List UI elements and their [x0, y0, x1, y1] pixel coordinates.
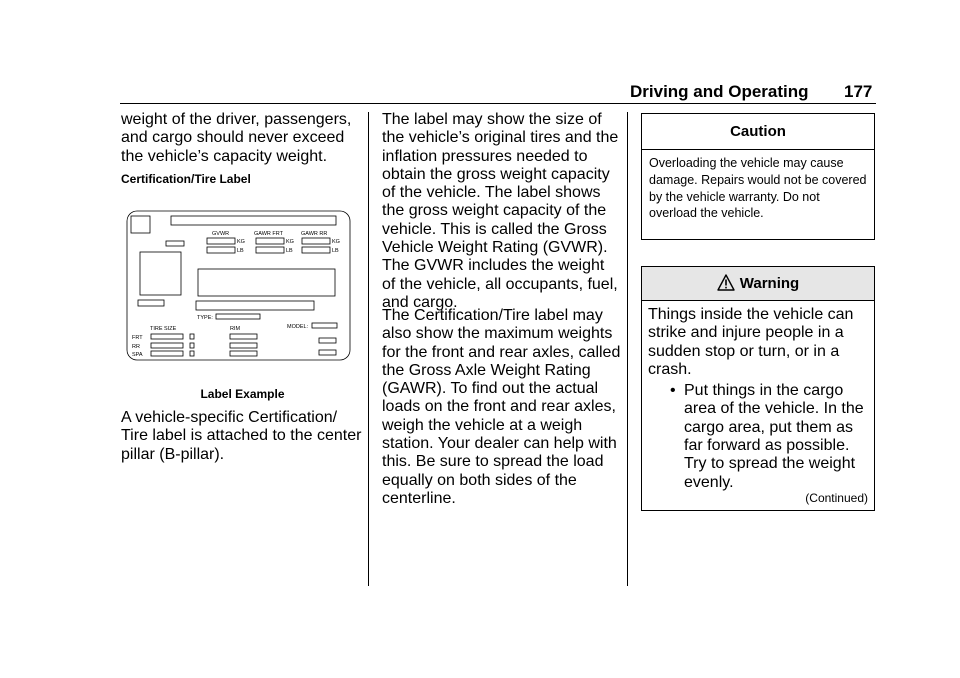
label-rr: RR [132, 344, 140, 350]
rim-rr-field [230, 343, 257, 348]
bullet-marker: • [670, 382, 676, 400]
right-field-2 [319, 350, 336, 355]
label-spa: SPA [132, 352, 143, 358]
small-box-left [166, 241, 184, 246]
caution-text: Overloading the vehicle may cause damage. Repairs would not be covered by the vehicle warranty. Do not overload the vehicle. [649, 156, 867, 221]
warning-triangle-icon [717, 274, 735, 291]
warning-bullet-item [642, 382, 874, 492]
column-divider-left [368, 112, 369, 586]
label-gawr-frt-lb: LB [286, 248, 293, 254]
label-gawr-frt: GAWR FRT [254, 231, 284, 237]
top-banner-box [171, 216, 336, 225]
caution-title: Caution [642, 114, 874, 150]
header-rule [120, 103, 876, 104]
certification-label-figure [126, 210, 352, 362]
column2-paragraph1: The label may show the size of the vehicle’s original tires and the inflation pressures needed to obtain the gross weight capacity of the vehicle. The label shows the gross weight capacity of the vehicle. This is called the Gross Vehicle Weight Rating (GVWR). The GVWR includes the weight of the vehicle, all occupants, fuel, and cargo. [382, 111, 619, 311]
rim-frt-field [230, 334, 257, 339]
seal-box [140, 252, 181, 295]
tire-frt-field [151, 334, 183, 339]
gawr-rr-lb-box [302, 247, 330, 253]
figure-caption: Label Example [200, 387, 285, 401]
continued-note: (Continued) [805, 491, 868, 505]
type-field [216, 314, 260, 319]
warning-header [642, 267, 874, 301]
model-field [312, 323, 337, 328]
tire-rr-field [151, 343, 183, 348]
label-gvwr: GVWR [212, 231, 230, 237]
warning-box [641, 266, 875, 511]
pressure-frt-box [190, 334, 194, 339]
label-tire-size: TIRE SIZE [150, 326, 177, 332]
column-divider-right [627, 112, 628, 586]
pressure-rr-box [190, 343, 194, 348]
label-gawr-frt-kg: KG [286, 239, 294, 245]
info-box-large [198, 269, 335, 296]
section-title: Driving and Operating [630, 82, 809, 101]
rim-spa-field [230, 351, 257, 356]
small-box-mid [138, 300, 164, 306]
label-gawr-rr-kg: KG [332, 239, 340, 245]
label-gawr-rr-lb: LB [332, 248, 339, 254]
warning-text: Things inside the vehicle can strike and injure people in a sudden stop or turn, or in a crash. [648, 306, 854, 378]
info-box-wide [196, 301, 314, 310]
pressure-spa-box [190, 351, 194, 356]
page-number: 177 [844, 82, 873, 101]
right-field-1 [319, 338, 336, 343]
logo-box [131, 216, 150, 233]
label-gvwr-lb: LB [237, 248, 244, 254]
gvwr-lb-box [207, 247, 235, 253]
caution-box [641, 113, 875, 240]
column2-paragraph2: The Certification/Tire label may also show the maximum weights for the front and rear axles, called the Gross Axle Weight Rating (GAWR). To find out the actual loads on the front and rear axles, weigh the vehicle at a weigh station. Your dealer can help with this. Be sure to spread the load equally on both sides of the centerline. [382, 307, 621, 507]
label-frt: FRT [132, 335, 143, 341]
column1-paragraph1: weight of the driver, passengers, and cargo should never exceed the vehicle’s capacity weight. [121, 111, 352, 165]
gawr-frt-lb-box [256, 247, 284, 253]
certification-label-heading: Certification/Tire Label [121, 172, 251, 186]
label-gawr-rr: GAWR RR [301, 231, 328, 237]
warning-bullet-text: Put things in the cargo area of the vehicle. In the cargo area, put them as far forward as possible. Try to spread the weight evenly. [684, 382, 864, 491]
label-model: MODEL: [287, 324, 309, 330]
warning-title: Warning [739, 275, 800, 292]
gawr-rr-kg-box [302, 238, 330, 244]
label-gvwr-kg: KG [237, 239, 245, 245]
tire-spa-field [151, 351, 183, 356]
gawr-frt-kg-box [256, 238, 284, 244]
column1-paragraph2: A vehicle-specific Certification/ Tire label is attached to the center pillar (B-pillar). [121, 409, 362, 463]
gvwr-kg-box [207, 238, 235, 244]
label-type: TYPE: [197, 315, 213, 321]
label-rim: RIM [230, 326, 241, 332]
